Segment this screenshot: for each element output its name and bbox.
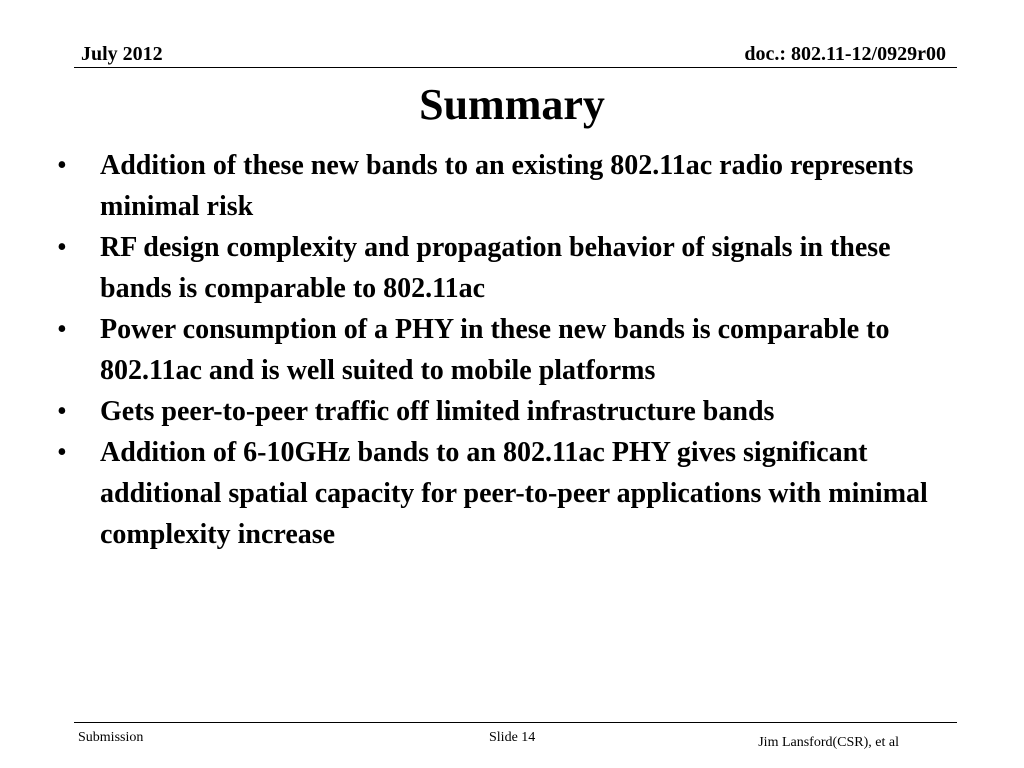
footer-author: Jim Lansford(CSR), et al (758, 735, 899, 750)
bullet-dot-icon: • (57, 396, 67, 427)
bullet-item (0, 309, 960, 391)
bullet-dot-icon: • (57, 437, 67, 468)
header-date: July 2012 (81, 43, 163, 65)
bullet-text: Addition of 6-10GHz bands to an 802.11ac PHY gives significant additional spatial capacity for peer-to-peer applications with minimal complexity increase (100, 437, 928, 550)
slide-title: Summary (419, 80, 605, 129)
bullet-item (0, 145, 960, 227)
bullet-text: Gets peer-to-peer traffic off limited infrastructure bands (100, 396, 775, 427)
footer-rule (74, 722, 957, 723)
header-rule (74, 67, 957, 68)
bullet-text: RF design complexity and propagation behavior of signals in these bands is comparable to 802.11ac (100, 232, 891, 304)
bullet-dot-icon: • (57, 150, 67, 181)
bullet-dot-icon: • (57, 232, 67, 263)
header-doc-id: doc.: 802.11-12/0929r00 (744, 43, 946, 65)
bullet-dot-icon: • (57, 314, 67, 345)
footer-submission: Submission (78, 730, 144, 745)
bullet-text: Power consumption of a PHY in these new bands is comparable to 802.11ac and is well suited to mobile platforms (100, 314, 890, 386)
footer-slide-number: Slide 14 (489, 730, 536, 745)
bullet-item (0, 391, 960, 432)
bullet-item (0, 227, 960, 309)
bullet-list (0, 145, 960, 555)
bullet-item (0, 432, 960, 555)
bullet-text: Addition of these new bands to an existing 802.11ac radio represents minimal risk (100, 150, 914, 222)
